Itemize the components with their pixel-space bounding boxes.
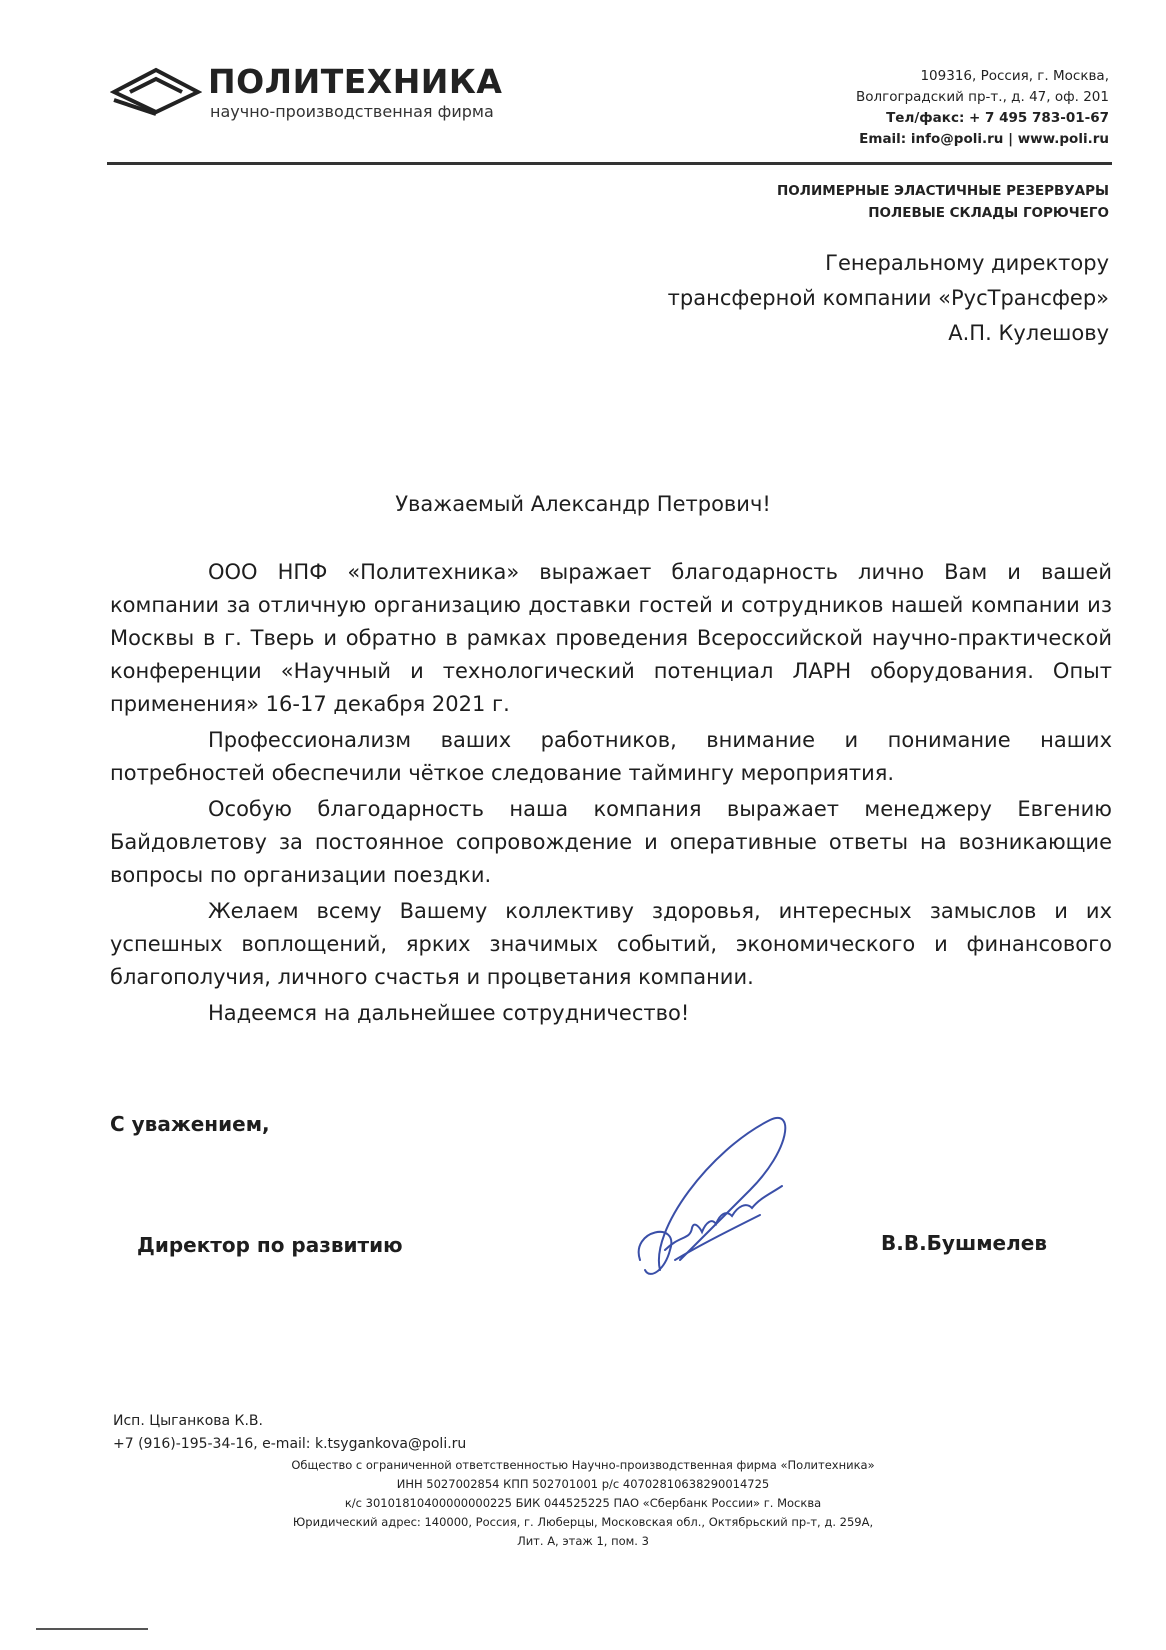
requisites-line-5: Лит. А, этаж 1, пом. 3	[517, 1534, 649, 1548]
addressee-line-3: А.П. Кулешову	[948, 321, 1109, 345]
requisites-line-1: Общество с ограниченной ответственностью Научно-производственная фирма «Политехника»	[291, 1458, 875, 1472]
company-logo	[110, 60, 510, 122]
handwritten-signature	[620, 1110, 820, 1290]
executor-contact: +7 (916)-195-34-16, e-mail: k.tsygankova@poli.ru	[113, 1436, 467, 1452]
header-divider	[107, 162, 1112, 165]
phone-fax: Тел/факс: + 7 495 783-01-67	[886, 110, 1109, 126]
requisites-line-4: Юридический адрес: 140000, Россия, г. Люберцы, Московская обл., Октябрьский пр-т, д. 259А,	[292, 1515, 874, 1529]
closing-regards: С уважением,	[110, 1112, 270, 1136]
company-requisites	[0, 1456, 1166, 1551]
book-outline-logo-icon	[110, 66, 202, 116]
signer-name: В.В.Бушмелев	[881, 1231, 1047, 1255]
product-line-1: ПОЛИМЕРНЫЕ ЭЛАСТИЧНЫЕ РЕЗЕРВУАРЫ	[777, 183, 1109, 199]
company-name: ПОЛИТЕХНИКА	[208, 62, 503, 101]
paragraph: Особую благодарность наша компания выражает менеджеру Евгению Байдовлетову за постоянное сопровождение и оперативные ответы на возникающие вопросы по организации поездки.	[110, 797, 1112, 887]
requisites-line-3: к/с 30101810400000000225 БИК 044525225 ПАО «Сбербанк России» г. Москва	[344, 1496, 822, 1510]
salutation: Уважаемый Александр Петрович!	[395, 492, 771, 516]
address-line-1: 109316, Россия, г. Москва,	[920, 68, 1109, 84]
addressee-block	[668, 246, 1109, 351]
footer-mark	[36, 1628, 148, 1630]
addressee-line-2: трансферной компании «РусТрансфер»	[667, 286, 1109, 310]
paragraph: ООО НПФ «Политехника» выражает благодарность лично Вам и вашей компании за отличную организацию доставки гостей и сотрудников нашей компании из Москвы в г. Тверь и обратно в рамках проведения Всероссийской научно-практической конференции «Научный и технологический потенциал ЛАРН оборудования. Опыт применения» 16-17 декабря 2021 г.	[110, 560, 1112, 716]
signer-position: Директор по развитию	[137, 1233, 403, 1257]
paragraph: Желаем всему Вашему коллективу здоровья, интересных замыслов и их успешных воплощений, ярких значимых событий, экономического и финансового благополучия, личного счастья и процветания компании.	[110, 899, 1112, 989]
paragraph: Профессионализм ваших работников, внимание и понимание наших потребностей обеспечили чёткое следование таймингу мероприятия.	[110, 728, 1112, 785]
company-subtitle: научно-производственная фирма	[210, 102, 494, 121]
product-line-2: ПОЛЕВЫЕ СКЛАДЫ ГОРЮЧЕГО	[868, 205, 1109, 221]
company-contacts	[856, 66, 1109, 150]
executor-name: Исп. Цыганкова К.В.	[113, 1413, 263, 1429]
email-website: Email: info@poli.ru | www.poli.ru	[859, 131, 1109, 147]
letter-body	[110, 556, 1112, 1030]
addressee-line-1: Генеральному директору	[825, 251, 1109, 275]
product-lines	[777, 180, 1109, 224]
executor-info	[113, 1410, 466, 1456]
address-line-2: Волгоградский пр-т., д. 47, оф. 201	[855, 89, 1109, 105]
paragraph: Надеемся на дальнейшее сотрудничество!	[208, 1001, 690, 1025]
requisites-line-2: ИНН 5027002854 КПП 502701001 р/с 40702810638290014725	[396, 1477, 770, 1491]
